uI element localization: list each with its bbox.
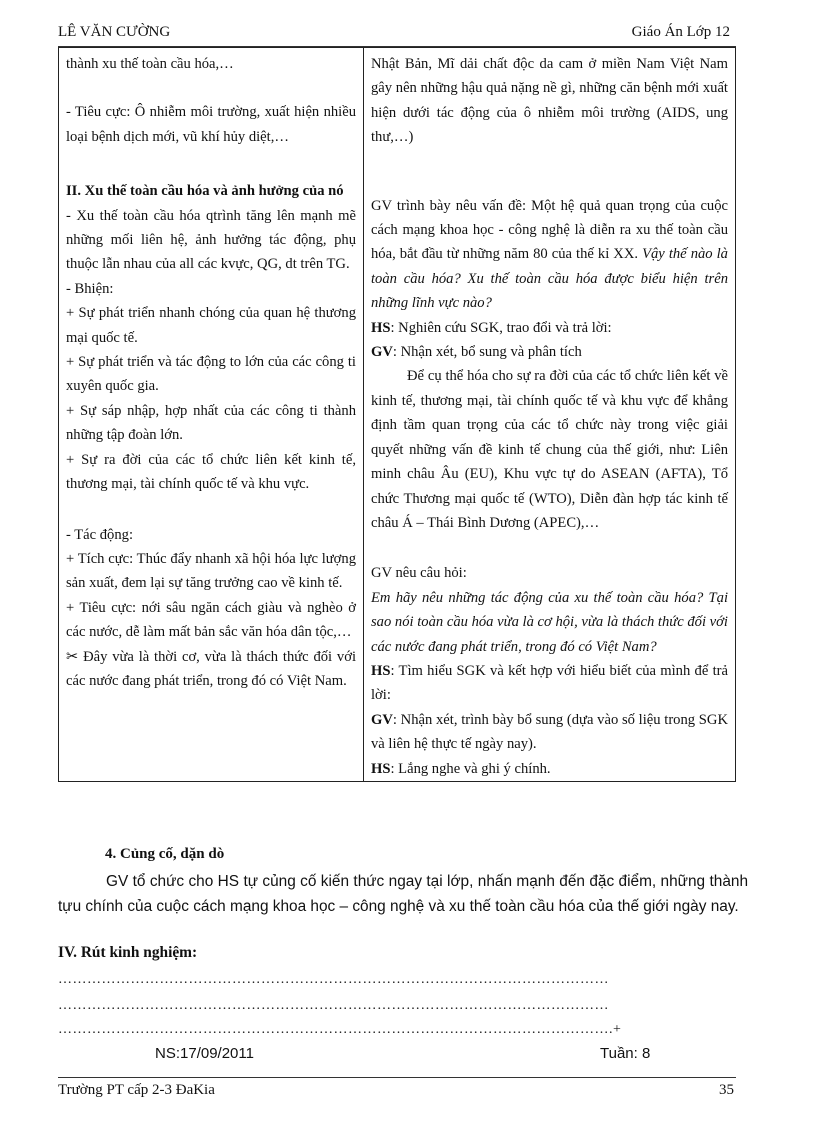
right-paragraph: GV nêu câu hỏi: — [371, 565, 467, 582]
week-number: Tuần: 8 — [600, 1045, 651, 1062]
header-author: LÊ VĂN CƯỜNG — [58, 24, 171, 40]
left-paragraph: + Sự phát triển nhanh chóng của quan hệ thương mại quốc tế. — [66, 305, 356, 346]
content-column — [59, 48, 364, 782]
section-heading: II. Xu thế toàn cầu hóa và ảnh hưởng của nó — [66, 183, 344, 200]
section-iv-title: IV. Rút kinh nghiệm: — [58, 944, 198, 961]
left-paragraph: ✂ Đây vừa là thời cơ, vừa là thách thức đối với các nước đang phát triển, trong đó có Việt Nam. — [66, 648, 356, 689]
left-paragraph: - Xu thế toàn cầu hóa qtrình tăng lên mạnh mẽ những mối liên hệ, ảnh hưởng tác động, phụ thuộc lẫn nhau của all các kvực, QG, dt trên TG. — [66, 207, 356, 273]
left-paragraph: + Sự phát triển và tác động to lớn của các công ti xuyên quốc gia. — [66, 354, 356, 395]
scissors-icon: ✂ — [66, 648, 79, 665]
right-paragraph: HS: Lắng nghe và ghi ý chính. — [371, 760, 551, 777]
left-paragraph: + Sự ra đời của các tổ chức liên kết kinh tế, thương mại, tài chính quốc tế và khu vực. — [66, 451, 356, 493]
section-4-text: GV tổ chức cho HS tự củng cố kiến thức ngay tại lớp, nhấn mạnh đến đặc điểm, những thành tựu chính của cuộc cách mạng khoa học – công nghệ và xu thế toàn cầu hóa của thế giới ngày nay. — [58, 873, 748, 915]
right-paragraph: GV: Nhận xét, bổ sung và phân tích — [371, 344, 582, 361]
left-paragraph: - Tác động: — [66, 526, 134, 543]
right-paragraph: GV: Nhận xét, trình bày bổ sung (dựa vào số liệu trong SGK và liên hệ thực tế ngày nay). — [371, 711, 728, 753]
section-4-title: 4. Củng cố, dặn dò — [105, 846, 225, 862]
left-paragraph: - Bhiện: — [66, 280, 114, 297]
dotted-line: …………………………………………………………………………………………………… — [58, 998, 609, 1013]
right-paragraph: Để cụ thể hóa cho sự ra đời của các tổ chức liên kết về kinh tế, thương mại, tài chính quốc tế và khu vực để khẳng định tầm quan trọng của các tổ chức này trong việc giải quyết những vấn đề kinh tế chung của thế giới, như: Liên minh châu Âu (EU), Khu vực tự do ASEAN (AFTA), Tổ chức Thương mại quốc tế (WTO), Diễn đàn hợp tác kinh tế châu Á – Thái Bình Dương (APEC),… — [371, 368, 728, 531]
header-title: Giáo Án Lớp 12 — [631, 24, 730, 40]
right-paragraph: GV trình bày nêu vấn đề: Một hệ quả quan trọng của cuộc cách mạng khoa học - công nghệ là diễn ra xu thế toàn cầu hóa, bắt đầu từ những năm 80 của thế kỉ XX. Vậy thế nào là toàn cầu hóa? Xu thế toàn cầu hóa được biểu hiện trên những lĩnh vực nào? — [371, 197, 728, 312]
page-header — [58, 24, 730, 44]
dotted-line: …………………………………………………………………………………………………… — [58, 972, 609, 987]
right-paragraph: Em hãy nêu những tác động của xu thế toàn cầu hóa? Tại sao nói toàn cầu hóa vừa là cơ hội, vừa là thách thức đối với các nước đang phát triển, trong đó có Việt Nam? — [371, 589, 728, 655]
right-paragraph: Nhật Bản, Mĩ dải chất độc da cam ở miền Nam Việt Nam gây nên những hậu quả nặng nề gì, những căn bệnh mới xuất hiện dưới tác động của ô nhiễm môi trường (AIDS, ung thư,…) — [371, 56, 728, 146]
page-number: 35 — [719, 1082, 734, 1098]
left-paragraph: + Sự sáp nhập, hợp nhất của các công ti thành những tập đoàn lớn. — [66, 402, 356, 444]
left-paragraph: thành xu thế toàn cầu hóa,… — [66, 56, 234, 72]
left-paragraph: + Tiêu cực: nới sâu ngăn cách giàu và nghèo ở các nước, dễ làm mất bản sắc văn hóa dân tộc,… — [66, 599, 356, 641]
left-paragraph: + Tích cực: Thúc đẩy nhanh xã hội hóa lực lượng sản xuất, đem lại sự tăng trưởng cao về kinh tế. — [66, 550, 356, 592]
footer-divider — [58, 1077, 736, 1078]
lesson-date: NS:17/09/2011 — [155, 1045, 254, 1062]
page-footer — [58, 1082, 734, 1099]
footer-school: Trường PT cấp 2-3 ĐaKia — [58, 1082, 215, 1098]
right-paragraph: HS: Tìm hiểu SGK và kết hợp với hiểu biết của mình để trả lời: — [371, 662, 728, 704]
lesson-table — [58, 47, 736, 782]
activity-column — [364, 48, 736, 782]
right-paragraph: HS: Nghiên cứu SGK, trao đổi và trả lời: — [371, 319, 612, 336]
dotted-line: …………………………………………………………………………………………………….+ — [58, 1022, 622, 1037]
left-paragraph: - Tiêu cực: Ô nhiễm môi trường, xuất hiện nhiều loại bệnh dịch mới, vũ khí hủy diệt,… — [66, 104, 356, 145]
table-row — [59, 48, 736, 782]
